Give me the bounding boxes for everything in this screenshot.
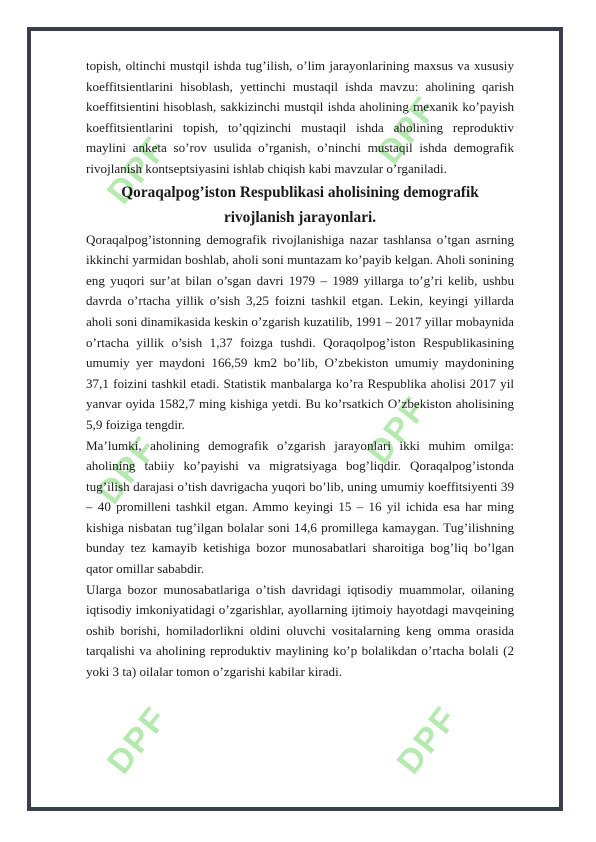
watermark: DPF bbox=[89, 429, 166, 512]
body-paragraph-1: Qoraqalpog’istonning demografik rivojlanishiga nazar tashlansa o’tgan asrning ikkinchi yarmidan boshlab, aholi soni muntazam ko’payib kelgan. Aholi sonining eng yuqori sur’at bilan o’sgan davri 1979 – 1989 yillarga to’g’ri kelib, ushbu davrda o’rtacha yillik o’sish 3,25 foizni tashkil etgan. Lekin, keyingi yillarda aholi soni dinamikasida keskin o’zgarish kuzatilib, 1991 – 2017 yillar mobaynida o’rtacha yillik o’sish 1,37 foizga tushdi. Qoraqolpog’iston Respublikasining umumiy yer maydoni 166,59 km2 bo’lib, O’zbekiston umumiy maydonining 37,1 foizini tashkil etadi. Statistik manbalarga ko’ra Respublika aholisi 2017 yil yanvar oyida 1582,7 ming kishiga yetdi. Bu ko’rsatkich O’zbekiston aholisining 5,9 foiziga tengdir. bbox=[86, 231, 514, 432]
intro-paragraph: topish, oltinchi mustqil ishda tug’ilish, o’lim jarayonlarining maxsus va xususiy koeffitsientlarini hisoblash, yettinchi mustaqil ishda mavzu: aholining qarish koeffitsientini hisoblash, sakkizinchi mustqil ishda aholining mexanik ko’payish koeffitsientlarini topish, to’qqizinchi mustaqil ishda aholining reproduktiv maylini anketa so’rov usulida o’rganish, o’ninchi mustaqil ishda demografik rivojlanish kontseptsiyasini ishlab chiqish kabi mavzular o’rganiladi. bbox=[86, 58, 514, 176]
body-paragraph-3: Ularga bozor munosabatlariga o’tish davridagi iqtisodiy muammolar, oilaning iqtisodiy imkoniyatidagi o’zgarishlar, ayollarning ijtimoiy hayotdagi mavqeining oshib borishi, homiladorlikni oldini oluvchi vositalarning keng omma orasida tarqalishi va aholining reproduktiv maylining ko’p bolalikdan o’rtacha bolali (2 yoki 3 ta) oilalar tomon o’zgarishi kabilar kiradi. bbox=[86, 581, 514, 680]
section-heading: Qoraqalpog’iston Respublikasi aholisining demografik rivojlanish jarayonlari. bbox=[121, 183, 479, 226]
watermark: DPF bbox=[359, 389, 436, 472]
watermark: DPF bbox=[99, 699, 176, 782]
document-body bbox=[86, 56, 514, 683]
body-paragraph-2: Ma’lumki, aholining demografik o’zgarish jarayonlari ikki muhim omilga: aholining tabiiy ko’payishi va migratsiyaga bog’liqdir. Qoraqalpog’istonda tug’ilish darajasi o’tish davrigacha yuqori bo’lib, uning umumiy koeffitsiyenti 39 – 40 promilleni tashkil etgan. Ammo keyingi 15 – 16 yil ichida esa har ming kishiga nisbatan tug’ilgan bolalar soni 14,6 promillega kamaygan. Tug’ilishning bunday tez kamayib ketishiga bozor munosabatlari sharoitiga bog’liq bo’lgan qator omillar sababdir. bbox=[86, 437, 514, 577]
watermark: DPF bbox=[99, 129, 176, 212]
watermark: DPF bbox=[369, 89, 446, 172]
watermark: DPF bbox=[389, 699, 466, 782]
